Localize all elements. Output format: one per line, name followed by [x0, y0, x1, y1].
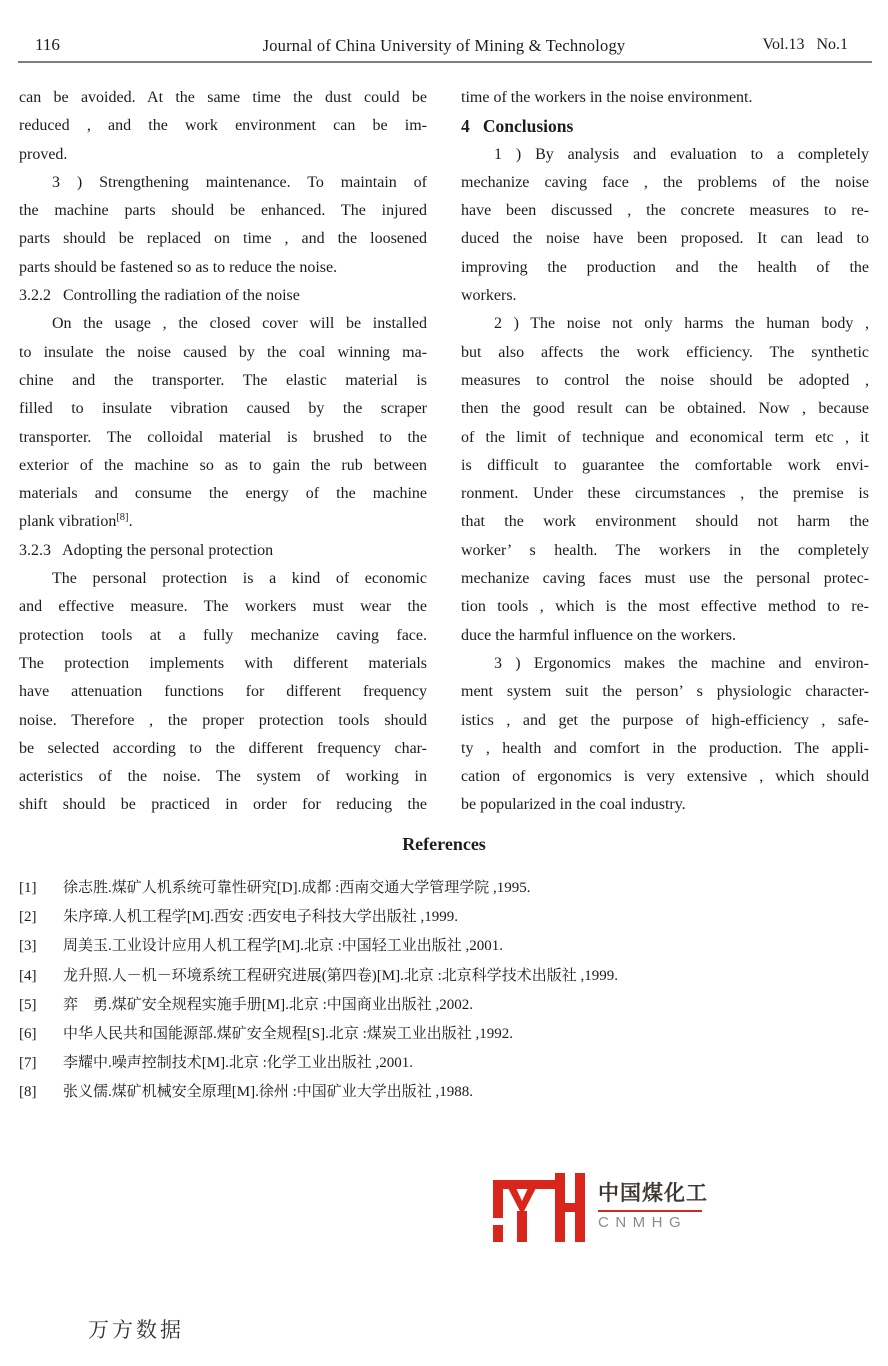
section-heading	[19, 282, 427, 310]
text-line: workers.	[461, 287, 517, 305]
reference-label: [4]	[19, 967, 37, 984]
reference-label: [7]	[19, 1055, 37, 1072]
reference-label: [8]	[19, 1084, 37, 1101]
text-line: mechanize caving faces must use the personal protec-	[461, 570, 869, 588]
text-line: shift should be practiced in order for reducing the	[19, 796, 427, 814]
text-line: ronment. Under these circumstances , the premise is	[461, 485, 869, 503]
text-line: 3.2.3 Adopting the personal protection	[19, 541, 274, 559]
text-line: duced the noise have been proposed. It can lead to	[461, 230, 869, 248]
reference-text: 徐志胜.煤矿人机系统可靠性研究[D].成都 :西南交通大学管理学院 ,1995.	[63, 880, 531, 896]
paragraph	[19, 169, 427, 282]
reference-item	[19, 874, 869, 903]
text-line: proved.	[19, 145, 68, 163]
text-line: On the usage , the closed cover will be installed	[52, 315, 427, 333]
left-column	[19, 84, 427, 820]
reference-text: 朱序璋.人机工程学[M].西安 :西安电子科技大学出版社 ,1999.	[63, 909, 458, 926]
text-line: but also affects the work efficiency. The synthetic	[461, 343, 869, 361]
text-line: of the limit of technique and economical term etc , it	[461, 428, 869, 446]
article-body	[19, 84, 869, 820]
text-line: parts should be replaced on time , and the loosened	[19, 230, 427, 248]
page-number: 116	[35, 35, 60, 54]
reference-text: 弈 勇.煤矿安全规程实施手册[M].北京 :中国商业出版社 ,2002.	[63, 996, 473, 1013]
text-line: mechanize caving face , the problems of the noise	[461, 173, 869, 191]
text-line: 4 Conclusions	[461, 116, 574, 137]
references-heading: References	[402, 834, 486, 854]
text-line: 3 ) Ergonomics makes the machine and environ-	[494, 654, 869, 672]
cnmhg-watermark-logo	[493, 1173, 708, 1242]
volume-issue: Vol.13 No.1	[762, 36, 848, 53]
text-line: can be avoided. At the same time the dust could be	[19, 89, 427, 106]
cnmhg-logo-mark-icon	[493, 1173, 585, 1242]
text-line: measures to control the noise should be adopted ,	[461, 371, 869, 389]
cnmhg-logo-text	[598, 1173, 708, 1231]
reference-item	[19, 991, 869, 1020]
text-line: the machine parts should be enhanced. The injured	[19, 202, 427, 220]
reference-item	[19, 932, 869, 961]
text-line: that the work environment should not harm the	[461, 513, 869, 531]
text-line: parts should be fastened so as to reduce the noise.	[19, 258, 338, 276]
text-line: reduced , and the work environment can be im-	[19, 117, 427, 135]
header-rule	[18, 61, 872, 63]
text-line: ment system suit the person’ s physiologic character-	[461, 683, 869, 701]
text-line: The protection implements with different materials	[19, 654, 427, 672]
reference-text: 龙升照.人－机－环境系统工程研究进展(第四卷)[M].北京 :北京科学技术出版社 ,1999.	[63, 967, 618, 984]
reference-label: [6]	[19, 1026, 37, 1043]
text-line: have been discussed , the concrete measures to re-	[461, 202, 869, 220]
paragraph	[461, 84, 869, 112]
paragraph	[19, 565, 427, 820]
text-line	[19, 508, 427, 536]
section-heading	[461, 112, 869, 140]
text-span: .	[128, 513, 133, 531]
text-line: 1 ) By analysis and evaluation to a completely	[494, 145, 869, 163]
text-line: is difficult to guarantee the comfortable work envi-	[461, 456, 869, 474]
text-line: 3.2.2 Controlling the radiation of the noise	[19, 287, 300, 305]
text-line: materials and consume the energy of the machine	[19, 485, 427, 503]
reference-text: 周美玉.工业设计应用人机工程学[M].北京 :中国轻工业出版社 ,2001.	[63, 938, 503, 955]
text-line: tion tools , which is the most effective method to re-	[461, 598, 869, 616]
reference-text: 张义儒.煤矿机械安全原理[M].徐州 :中国矿业大学出版社 ,1988.	[63, 1084, 473, 1101]
text-line: noise. Therefore , the proper protection tools should	[19, 711, 427, 729]
reference-label: [3]	[19, 938, 37, 955]
text-line: transporter. The colloidal material is brushed to the	[19, 428, 427, 446]
text-line: cation of ergonomics is very extensive , which should	[461, 768, 869, 786]
text-line: be selected according to the different frequency char-	[19, 739, 427, 757]
reference-label: [1]	[19, 880, 37, 896]
logo-chinese-name: 中国煤化工	[598, 1182, 708, 1205]
text-line: then the good result can be obtained. Now , because	[461, 400, 869, 418]
reference-item	[19, 962, 869, 991]
logo-divider-line	[598, 1210, 702, 1212]
text-line: chine and the transporter. The elastic material is	[19, 371, 427, 389]
text-line: improving the production and the health of the	[461, 258, 869, 276]
text-line: to insulate the noise caused by the coal winning ma-	[19, 343, 427, 361]
text-line: istics , and get the purpose of high-efficiency , safe-	[461, 711, 869, 729]
paragraph	[19, 310, 427, 536]
reference-label: [2]	[19, 909, 37, 926]
logo-english-abbrev: CNMHG	[598, 1214, 688, 1231]
text-line: ty , health and comfort in the production. The appli-	[461, 739, 869, 757]
paragraph	[461, 141, 869, 311]
reference-item	[19, 1049, 869, 1078]
citation-superscript: [8]	[116, 512, 129, 524]
text-line: have attenuation functions for different frequency	[19, 683, 427, 701]
paragraph	[461, 310, 869, 650]
text-line: protection tools at a fully mechanize caving face.	[19, 626, 427, 644]
paragraph	[19, 84, 427, 169]
text-line: The personal protection is a kind of economic	[52, 570, 427, 588]
reference-text: 李耀中.噪声控制技术[M].北京 :化学工业出版社 ,2001.	[63, 1055, 413, 1072]
text-line: and effective measure. The workers must wear the	[19, 598, 427, 616]
text-line: 3 ) Strengthening maintenance. To maintain of	[52, 173, 427, 191]
text-line: filled to insulate vibration caused by the scraper	[19, 400, 427, 418]
text-line: 2 ) The noise not only harms the human body ,	[494, 315, 869, 333]
text-line: time of the workers in the noise environment.	[461, 89, 753, 106]
journal-title: Journal of China University of Mining & Technology	[262, 36, 626, 55]
references-list	[19, 874, 869, 1108]
paragraph	[461, 650, 869, 820]
references-section	[19, 834, 869, 1108]
section-heading	[19, 537, 427, 565]
reference-label: [5]	[19, 996, 37, 1013]
text-line: be popularized in the coal industry.	[461, 796, 686, 814]
text-span: plank vibration	[19, 513, 117, 531]
reference-item	[19, 1078, 869, 1107]
wanfang-data-watermark: 万方数据	[88, 1319, 184, 1342]
text-line: exterior of the machine so as to gain the rub between	[19, 456, 427, 474]
text-line: duce the harmful influence on the workers.	[461, 626, 737, 644]
reference-item	[19, 1020, 869, 1049]
text-line: worker’ s health. The workers in the completely	[461, 541, 869, 559]
text-line: acteristics of the noise. The system of working in	[19, 768, 427, 786]
right-column	[461, 84, 869, 820]
reference-text: 中华人民共和国能源部.煤矿安全规程[S].北京 :煤炭工业出版社 ,1992.	[63, 1026, 514, 1043]
reference-item	[19, 903, 869, 932]
